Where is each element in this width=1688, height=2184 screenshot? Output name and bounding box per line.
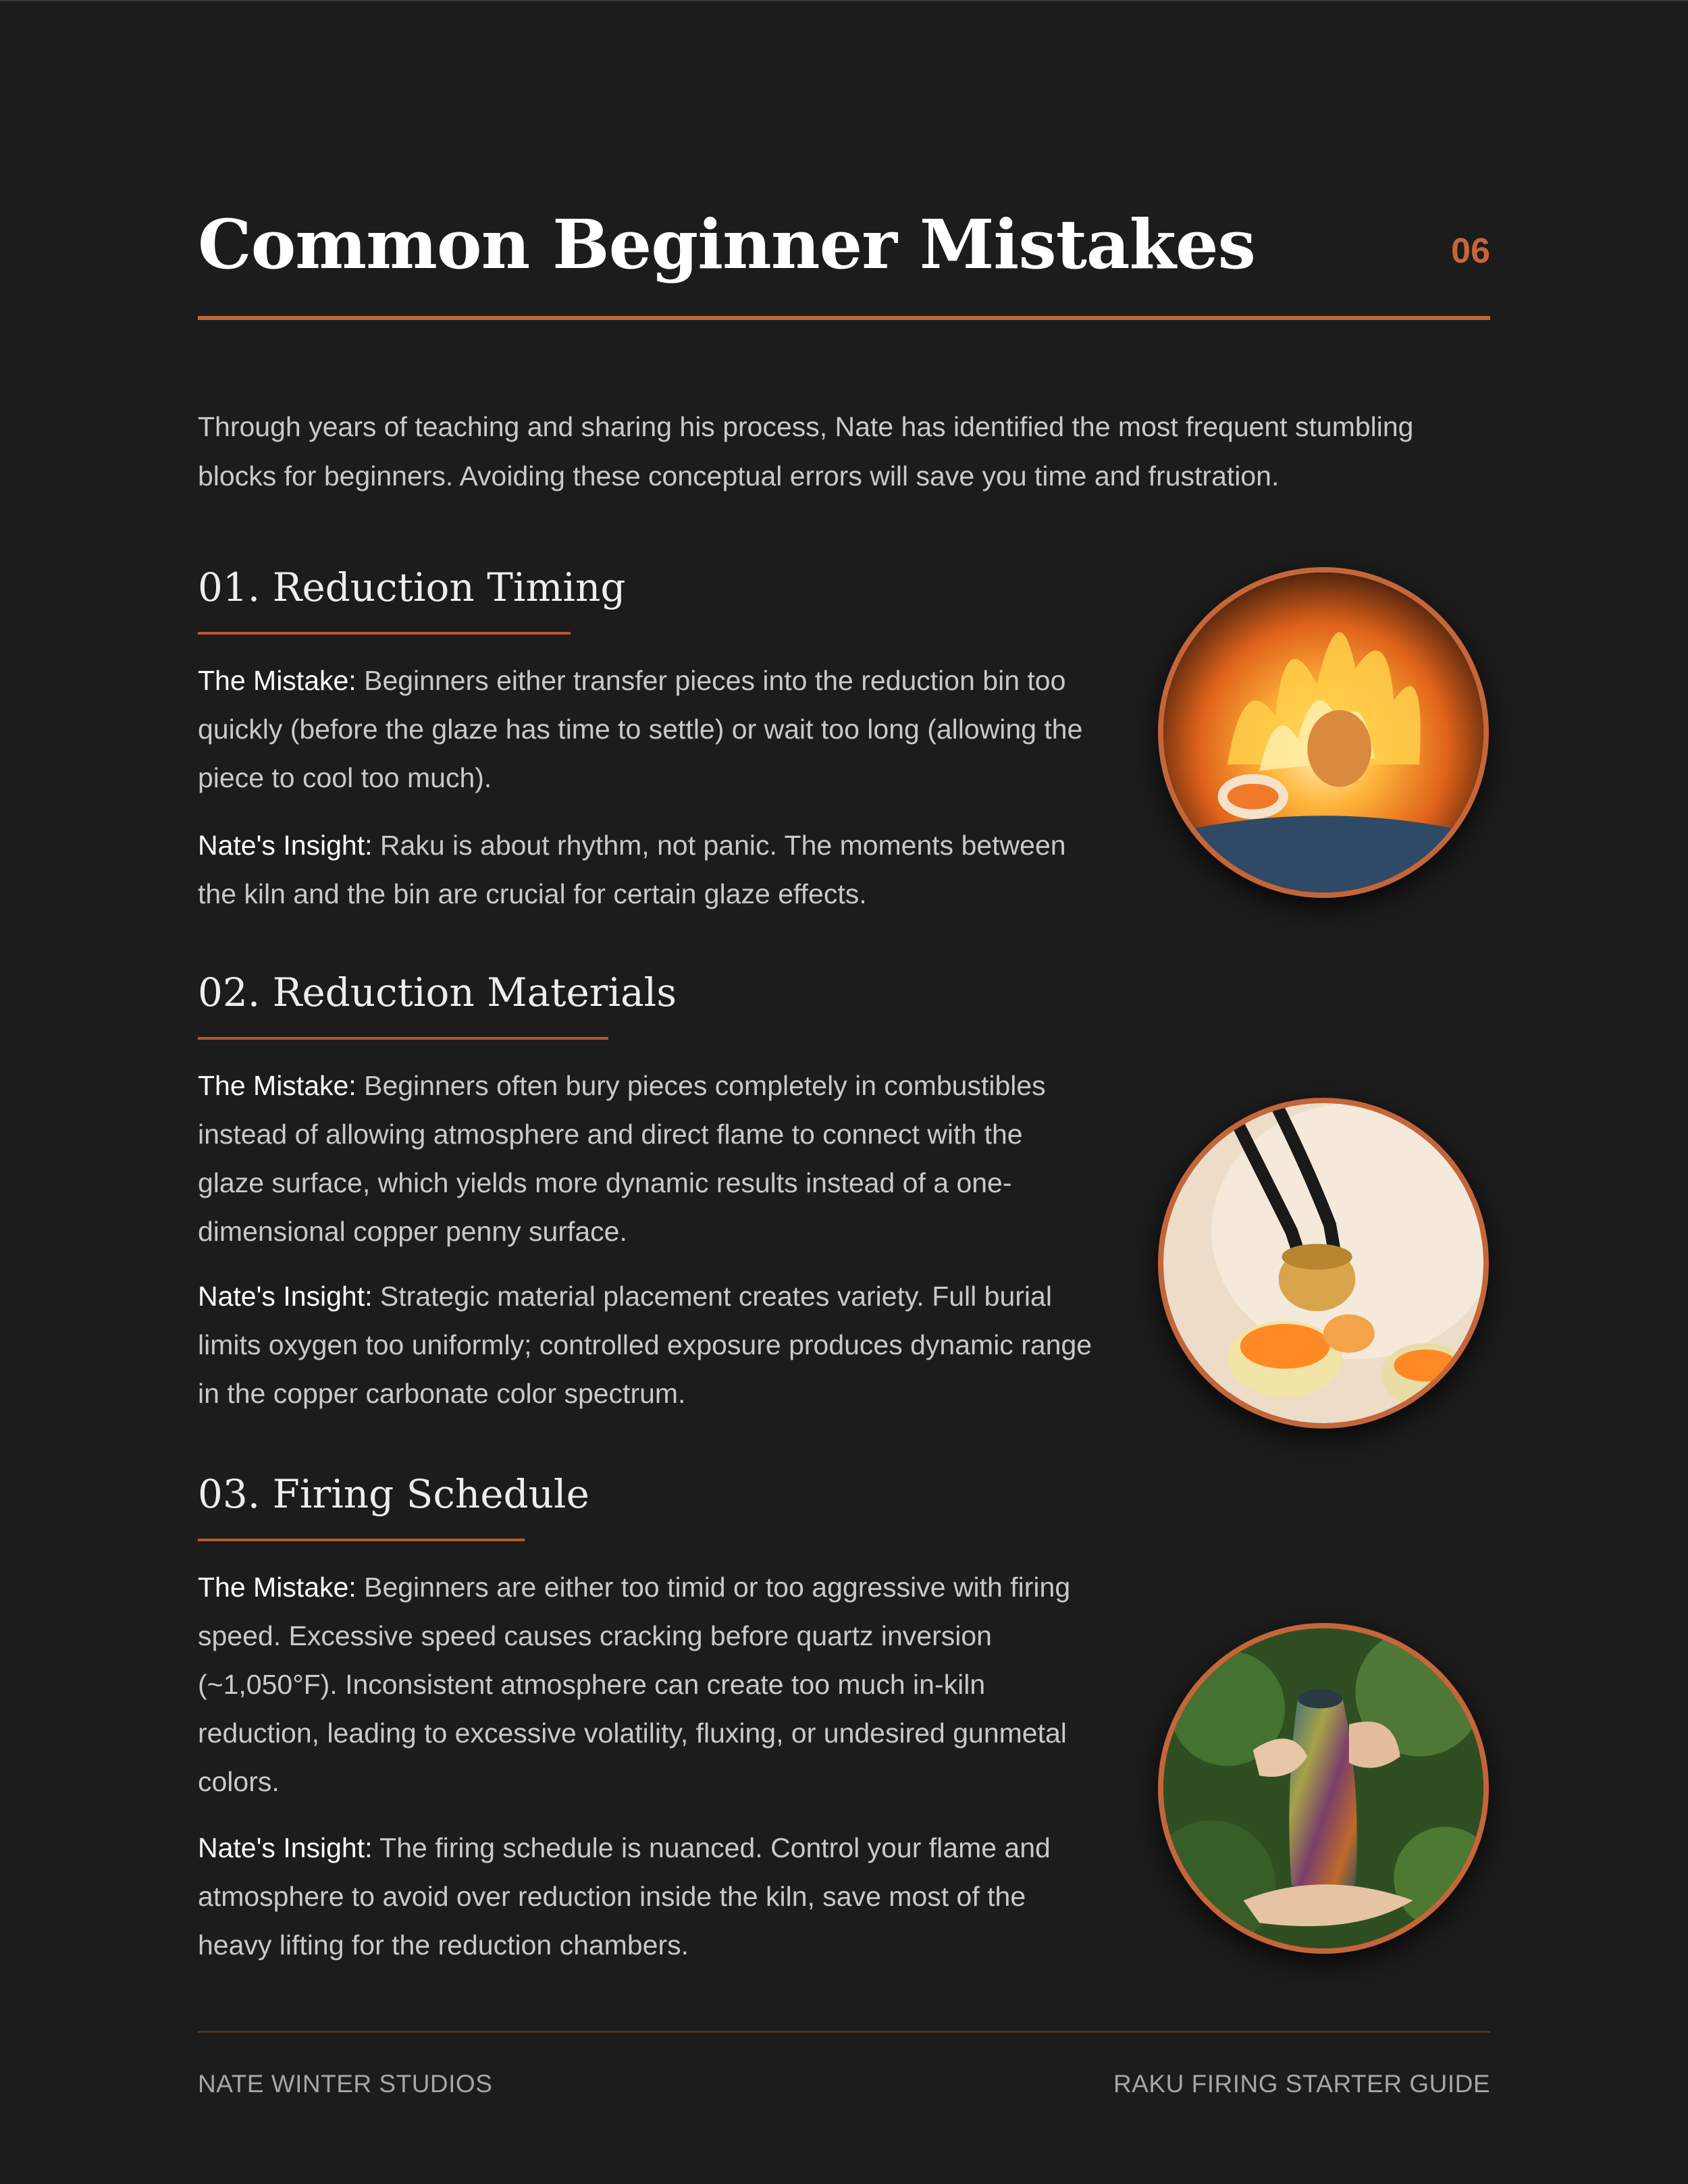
- flames-in-reduction-bin-photo: [1158, 567, 1489, 898]
- footer-guide-title: RAKU FIRING STARTER GUIDE: [1113, 2070, 1490, 2098]
- section-divider: [198, 632, 571, 635]
- section-divider: [198, 1037, 608, 1040]
- mistake-label: The Mistake:: [198, 1572, 357, 1603]
- insight-paragraph: [198, 1823, 1096, 1969]
- page-number: 06: [1451, 232, 1490, 271]
- hands-holding-raku-vase-photo: [1158, 1623, 1489, 1954]
- insight-paragraph: [198, 1272, 1096, 1418]
- page-title: Common Beginner Mistakes: [198, 205, 1255, 284]
- footer-studio-name: NATE WINTER STUDIOS: [198, 2070, 493, 2098]
- insight-label: Nate's Insight:: [198, 1832, 373, 1863]
- mistake-label: The Mistake:: [198, 1070, 357, 1101]
- mistake-text: Beginners are either too timid or too aggressive with firing speed. Excessive speed causes cracking before quartz inversion (~1,050°F). Inconsistent atmosphere can create too much in-kiln reduction, leading to excessive volatility, fluxing, or undesired gunmetal colors.: [198, 1572, 1071, 1797]
- section-heading-reduction-timing: 01. Reduction Timing: [198, 564, 626, 610]
- mistake-text: Beginners often bury pieces completely in combustibles instead of allowing atmosphere and direct flame to connect with the glaze surface, which yields more dynamic results instead of a one-dimensional copper penny surface.: [198, 1070, 1046, 1247]
- insight-text: The firing schedule is nuanced. Control your flame and atmosphere to avoid over reduction inside the kiln, save most of the heavy lifting for the reduction chambers.: [198, 1832, 1051, 1961]
- section-divider: [198, 1539, 525, 1541]
- page-header: [198, 197, 1490, 319]
- mistake-label: The Mistake:: [198, 665, 357, 696]
- mistake-text: Beginners either transfer pieces into the reduction bin too quickly (before the glaze has time to settle) or wait too long (allowing the piece to cool too much).: [198, 665, 1083, 793]
- insight-text: Strategic material placement creates variety. Full burial limits oxygen too uniformly; controlled exposure produces dynamic range in the copper carbonate color spectrum.: [198, 1281, 1092, 1409]
- mistake-paragraph: [198, 1563, 1096, 1806]
- header-divider: [198, 316, 1490, 320]
- footer-divider: [198, 2031, 1490, 2033]
- mistake-paragraph: [198, 1061, 1096, 1256]
- section-heading-firing-schedule: 03. Firing Schedule: [198, 1471, 589, 1517]
- intro-paragraph: Through years of teaching and sharing his process, Nate has identified the most frequent stumbling blocks for beginners. Avoiding these conceptual errors will save you time and frustration.: [198, 411, 1414, 491]
- insight-label: Nate's Insight:: [198, 830, 373, 861]
- insight-label: Nate's Insight:: [198, 1281, 373, 1312]
- mistake-paragraph: [198, 656, 1096, 802]
- tongs-lifting-pot-photo: [1158, 1098, 1489, 1429]
- insight-text: Raku is about rhythm, not panic. The moments between the kiln and the bin are crucial for certain glaze effects.: [198, 830, 1066, 909]
- section-heading-reduction-materials: 02. Reduction Materials: [198, 969, 677, 1015]
- insight-paragraph: [198, 821, 1096, 918]
